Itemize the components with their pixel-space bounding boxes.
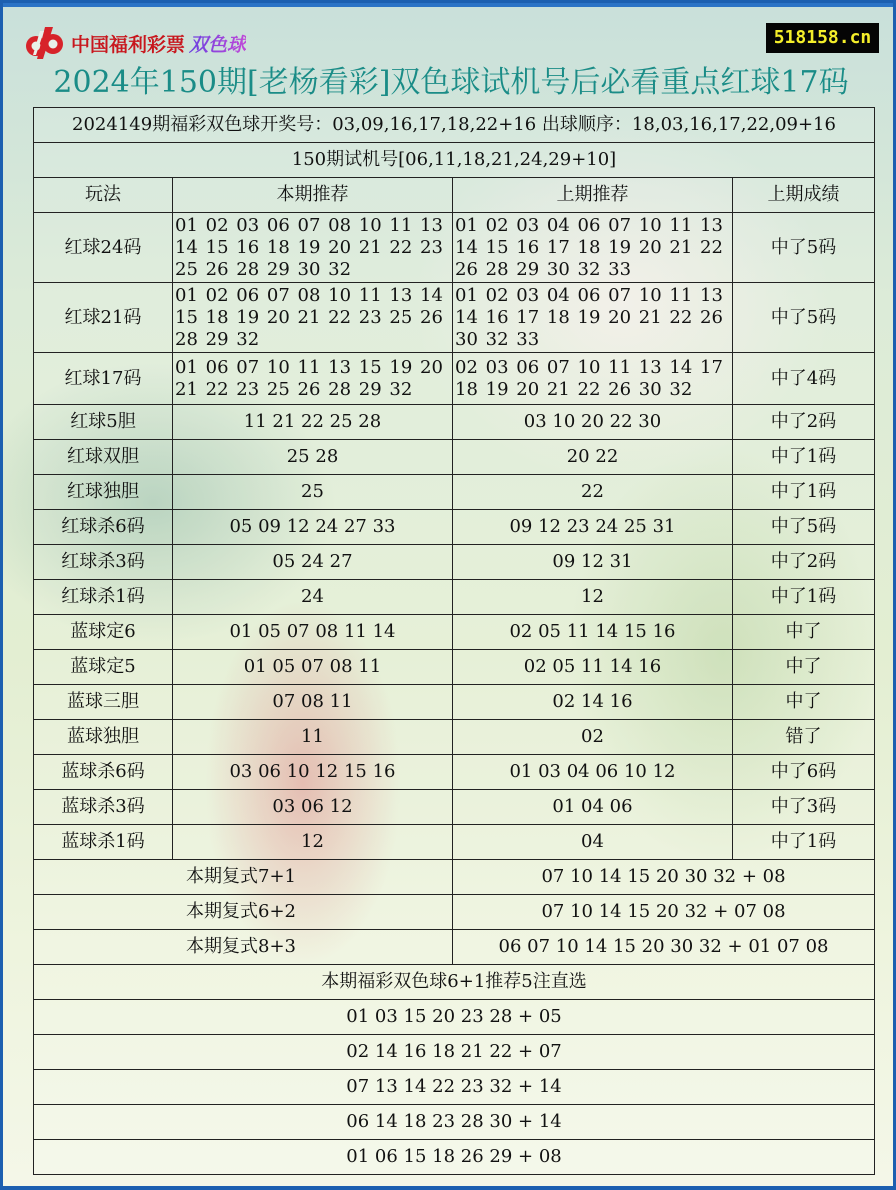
current-numbers: 05 09 12 24 27 33 bbox=[173, 510, 453, 545]
previous-numbers bbox=[453, 353, 733, 405]
header-previous: 上期推荐 bbox=[453, 178, 733, 213]
current-numbers: 07 08 11 bbox=[173, 685, 453, 720]
play-label: 红球双胆 bbox=[34, 440, 173, 475]
result: 中了 bbox=[733, 650, 875, 685]
pick-numbers: 01 03 15 20 23 28 + 05 bbox=[34, 1000, 875, 1035]
header-result: 上期成绩 bbox=[733, 178, 875, 213]
result: 中了6码 bbox=[733, 755, 875, 790]
current-numbers: 03 06 10 12 15 16 bbox=[173, 755, 453, 790]
table-row bbox=[34, 353, 875, 405]
table-row bbox=[34, 475, 875, 510]
current-numbers: 11 21 22 25 28 bbox=[173, 405, 453, 440]
site-badge[interactable]: 518158.cn bbox=[766, 23, 879, 53]
play-label: 蓝球独胆 bbox=[34, 720, 173, 755]
header-row bbox=[34, 178, 875, 213]
fushi-label: 本期复式6+2 bbox=[34, 895, 453, 930]
result: 中了2码 bbox=[733, 545, 875, 580]
num-line: 14 16 17 18 19 20 21 22 26 bbox=[455, 306, 723, 328]
pick-numbers: 07 13 14 22 23 32 + 14 bbox=[34, 1070, 875, 1105]
trial-numbers-row bbox=[34, 143, 875, 178]
result: 中了 bbox=[733, 615, 875, 650]
current-numbers: 25 28 bbox=[173, 440, 453, 475]
num-line: 15 18 19 20 21 22 23 25 26 bbox=[175, 306, 443, 328]
table-row bbox=[34, 510, 875, 545]
table-row bbox=[34, 545, 875, 580]
previous-numbers: 02 14 16 bbox=[453, 685, 733, 720]
num-line: 02 03 06 07 10 11 13 14 17 bbox=[455, 356, 723, 378]
play-label: 蓝球定6 bbox=[34, 615, 173, 650]
header-play: 玩法 bbox=[34, 178, 173, 213]
result: 错了 bbox=[733, 720, 875, 755]
pick-row bbox=[34, 1105, 875, 1140]
play-label: 蓝球杀3码 bbox=[34, 790, 173, 825]
play-label: 红球24码 bbox=[34, 213, 173, 283]
trial-numbers: 150期试机号[06,11,18,21,24,29+10] bbox=[34, 143, 875, 178]
current-numbers bbox=[173, 353, 453, 405]
table-row bbox=[34, 790, 875, 825]
num-line: 01 02 03 04 06 07 10 11 13 bbox=[455, 284, 723, 306]
current-numbers: 25 bbox=[173, 475, 453, 510]
num-line: 14 15 16 18 19 20 21 22 23 bbox=[175, 236, 443, 258]
num-line: 01 02 03 04 06 07 10 11 13 bbox=[455, 214, 723, 236]
previous-numbers: 01 03 04 06 10 12 bbox=[453, 755, 733, 790]
previous-numbers bbox=[453, 213, 733, 283]
previous-numbers: 09 12 23 24 25 31 bbox=[453, 510, 733, 545]
previous-numbers: 12 bbox=[453, 580, 733, 615]
play-label: 红球杀3码 bbox=[34, 545, 173, 580]
pick-numbers: 06 14 18 23 28 30 + 14 bbox=[34, 1105, 875, 1140]
current-numbers: 11 bbox=[173, 720, 453, 755]
result: 中了1码 bbox=[733, 440, 875, 475]
table-row bbox=[34, 580, 875, 615]
previous-numbers: 02 bbox=[453, 720, 733, 755]
num-line: 21 22 23 25 26 28 29 32 bbox=[175, 378, 413, 400]
result: 中了5码 bbox=[733, 283, 875, 353]
play-label: 红球杀1码 bbox=[34, 580, 173, 615]
pick-row bbox=[34, 1000, 875, 1035]
picks-title-row bbox=[34, 965, 875, 1000]
top-border bbox=[3, 3, 893, 7]
table-row bbox=[34, 755, 875, 790]
fushi-row bbox=[34, 895, 875, 930]
table-row bbox=[34, 825, 875, 860]
previous-numbers: 22 bbox=[453, 475, 733, 510]
pick-numbers: 02 14 16 18 21 22 + 07 bbox=[34, 1035, 875, 1070]
current-numbers: 01 05 07 08 11 bbox=[173, 650, 453, 685]
result: 中了1码 bbox=[733, 475, 875, 510]
result: 中了4码 bbox=[733, 353, 875, 405]
fushi-label: 本期复式7+1 bbox=[34, 860, 453, 895]
previous-numbers bbox=[453, 283, 733, 353]
current-numbers bbox=[173, 213, 453, 283]
table-row bbox=[34, 440, 875, 475]
current-numbers: 01 05 07 08 11 14 bbox=[173, 615, 453, 650]
previous-numbers: 20 22 bbox=[453, 440, 733, 475]
play-label: 红球5胆 bbox=[34, 405, 173, 440]
header-current: 本期推荐 bbox=[173, 178, 453, 213]
result: 中了1码 bbox=[733, 580, 875, 615]
num-line: 18 19 20 21 22 26 30 32 bbox=[455, 378, 693, 400]
previous-numbers: 03 10 20 22 30 bbox=[453, 405, 733, 440]
previous-numbers: 01 04 06 bbox=[453, 790, 733, 825]
pick-numbers: 01 06 15 18 26 29 + 08 bbox=[34, 1140, 875, 1175]
table-row bbox=[34, 650, 875, 685]
result: 中了 bbox=[733, 685, 875, 720]
result: 中了5码 bbox=[733, 510, 875, 545]
table-row bbox=[34, 283, 875, 353]
draw-result-row bbox=[34, 108, 875, 143]
table-row bbox=[34, 720, 875, 755]
num-line: 25 26 28 29 30 32 bbox=[175, 258, 352, 280]
logo-text-cwl: 中国福利彩票 bbox=[71, 33, 186, 56]
fushi-label: 本期复式8+3 bbox=[34, 930, 453, 965]
current-numbers: 03 06 12 bbox=[173, 790, 453, 825]
previous-numbers: 09 12 31 bbox=[453, 545, 733, 580]
num-line: 30 32 33 bbox=[455, 328, 540, 350]
play-label: 红球杀6码 bbox=[34, 510, 173, 545]
play-label: 蓝球三胆 bbox=[34, 685, 173, 720]
result: 中了2码 bbox=[733, 405, 875, 440]
pick-row bbox=[34, 1140, 875, 1175]
welfare-lottery-logo bbox=[23, 27, 246, 59]
picks-title: 本期福彩双色球6+1推荐5注直选 bbox=[34, 965, 875, 1000]
num-line: 01 06 07 10 11 13 15 19 20 bbox=[175, 356, 443, 378]
num-line: 28 29 32 bbox=[175, 328, 260, 350]
previous-numbers: 04 bbox=[453, 825, 733, 860]
result: 中了5码 bbox=[733, 213, 875, 283]
previous-numbers: 02 05 11 14 15 16 bbox=[453, 615, 733, 650]
previous-numbers: 02 05 11 14 16 bbox=[453, 650, 733, 685]
table-row bbox=[34, 685, 875, 720]
current-numbers: 24 bbox=[173, 580, 453, 615]
page-title: 2024年150期[老杨看彩]双色球试机号后必看重点红球17码 bbox=[53, 65, 849, 100]
num-line: 01 02 03 06 07 08 10 11 13 bbox=[175, 214, 443, 236]
play-label: 蓝球定5 bbox=[34, 650, 173, 685]
play-label: 红球独胆 bbox=[34, 475, 173, 510]
num-line: 14 15 16 17 18 19 20 21 22 bbox=[455, 236, 723, 258]
fushi-numbers: 07 10 14 15 20 32 + 07 08 bbox=[453, 895, 875, 930]
logo-text-ssq: 双色球 bbox=[189, 30, 246, 57]
table-row bbox=[34, 615, 875, 650]
play-label: 蓝球杀1码 bbox=[34, 825, 173, 860]
table-row bbox=[34, 213, 875, 283]
table-row bbox=[34, 405, 875, 440]
play-label: 红球21码 bbox=[34, 283, 173, 353]
num-line: 26 28 29 30 32 33 bbox=[455, 258, 632, 280]
play-label: 蓝球杀6码 bbox=[34, 755, 173, 790]
num-line: 01 02 06 07 08 10 11 13 14 bbox=[175, 284, 443, 306]
pick-row bbox=[34, 1035, 875, 1070]
welfare-lottery-icon bbox=[23, 25, 67, 61]
current-numbers: 05 24 27 bbox=[173, 545, 453, 580]
prediction-table bbox=[33, 107, 875, 1175]
fushi-row bbox=[34, 860, 875, 895]
result: 中了1码 bbox=[733, 825, 875, 860]
current-numbers bbox=[173, 283, 453, 353]
fushi-numbers: 07 10 14 15 20 30 32 + 08 bbox=[453, 860, 875, 895]
play-label: 红球17码 bbox=[34, 353, 173, 405]
result: 中了3码 bbox=[733, 790, 875, 825]
draw-result: 2024149期福彩双色球开奖号：03,09,16,17,18,22+16 出球顺序：18,03,16,17,22,09+16 bbox=[34, 108, 875, 143]
current-numbers: 12 bbox=[173, 825, 453, 860]
pick-row bbox=[34, 1070, 875, 1105]
fushi-row bbox=[34, 930, 875, 965]
fushi-numbers: 06 07 10 14 15 20 30 32 + 01 07 08 bbox=[453, 930, 875, 965]
